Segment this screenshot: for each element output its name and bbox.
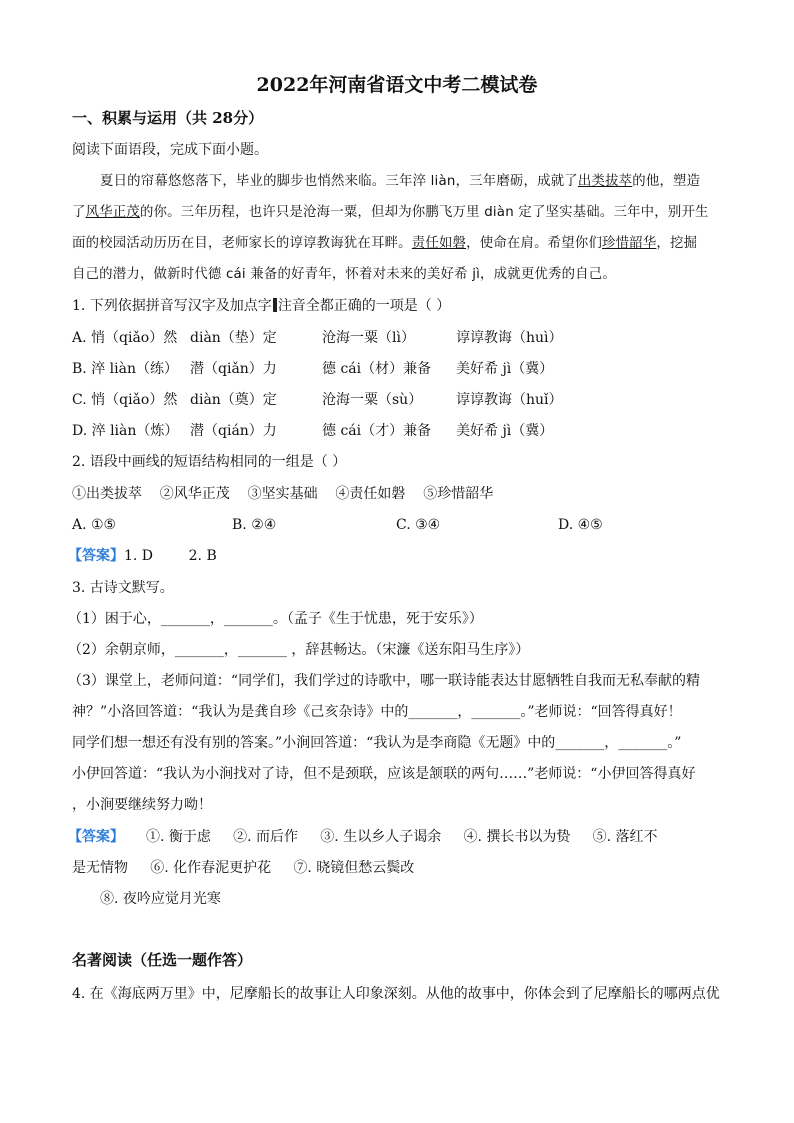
underlined-phrase-5: 珍惜韶华 — [602, 236, 657, 251]
passage-line-3: 面的校园活动历历在目，老师家长的谆谆教诲犹在耳畔。责任如磐，使命在肩。希望你们珍惜韶华，挖掘 — [72, 236, 698, 251]
instruction-text: 阅读下面语段，完成下面小题。 — [72, 142, 268, 158]
answer-3-line-2: 是无情物 ⑥. 化作春泥更护花 ⑦. 晓镜但愁云鬓改 — [72, 860, 415, 876]
question-3-sub-3-line-5: ，小涧要继续努力呦！ — [72, 797, 212, 813]
question-1-option-d: D. 淬 liàn（炼） 潜（qián）力 德 cái（才）兼备 美好希 jì（冀） — [72, 423, 554, 439]
question-1-stem: 1. 下列依据拼音写汉字及加点字 注音全都正确的一项是（ ） — [72, 298, 451, 314]
section-heading-1: 一、积累与运用（共 28分） — [72, 109, 264, 127]
question-1-option-a: A. 悄（qiǎo）然 diàn（垫）定 沧海一粟（lì） 谆谆教诲（huì） — [72, 330, 563, 346]
answer-3-line-1: 【答案】 ①. 衡于虑 ②. 而后作 ③. 生以乡人子谒余 ④. 撰长书以为贽 ⑤. 落红不 — [68, 829, 658, 845]
question-3-sub-1: （1）困于心，_______，_______。（孟子《生于忧患，死于安乐》） — [68, 611, 483, 627]
question-3-sub-3-line-1: （3）课堂上，老师问道：“同学们，我们学过的诗歌中，哪一联诗能表达甘愿牺牲自我而无私奉献的精 — [68, 673, 701, 689]
underlined-phrase-2: 风华正茂 — [85, 205, 140, 220]
question-3-sub-3-line-4: 小伊回答道：“我认为小涧找对了诗，但不是颈联，应该是颔联的两句……”老师说：“小伊回答得真好 — [72, 766, 696, 782]
answer-label: 【答案】 — [68, 829, 124, 845]
question-2-stem: 2. 语段中画线的短语结构相同的一组是（ ） — [72, 454, 347, 470]
section-heading-2: 名著阅读（任选一题作答） — [72, 951, 253, 969]
underlined-phrase-1: 出类拔萃 — [577, 174, 633, 189]
question-1-option-b: B. 淬 liàn（练） 潜（qiǎn）力 德 cái（材）兼备 美好希 jì（冀） — [72, 361, 554, 377]
question-4-line-1: 4. 在《海底两万里》中，尼摩船长的故事让人印象深刻。从他的故事中，你体会到了尼摩船长的哪两点优 — [72, 986, 720, 1002]
answer-1-2: 【答案】1. D 2. B — [68, 548, 217, 564]
answer-label: 【答案】 — [68, 548, 124, 564]
question-1-option-c: C. 悄（qiǎo）然 diàn（奠）定 沧海一粟（sù） 谆谆教诲（huǐ） — [72, 392, 563, 408]
underlined-phrase-4: 责任如磐 — [411, 236, 467, 251]
question-3-sub-2: （2）余朝京师，_______，_______ ，辞甚畅达。（宋濂《送东阳马生序》） — [68, 642, 530, 658]
page-title: 2022年河南省语文中考二模试卷 — [256, 74, 538, 96]
passage-line-2: 了风华正茂的你。三年历程，也许只是沧海一粟，但却为你鹏飞万里 diàn 定了坚实基础。三年中，别开生 — [72, 205, 709, 220]
question-3-stem: 3. 古诗文默写。 — [72, 580, 174, 596]
text-cursor-icon — [273, 298, 277, 312]
question-2-options: A. ①⑤ B. ②④ C. ③④ D. ④⑤ — [72, 517, 603, 533]
question-3-sub-3-line-3: 同学们想一想还有没有别的答案。”小涧回答道：“我认为是李商隐《无题》中的_______，_______。” — [72, 735, 682, 751]
passage-line-4: 自己的潜力，做新时代德 cái 兼备的好青年，怀着对未来的美好希 jì，成就更优秀的自己。 — [72, 267, 616, 282]
answer-3-line-3: ⑧. 夜吟应觉月光寒 — [100, 891, 221, 907]
question-3-sub-3-line-2: 神？”小洛回答道：“我认为是龚自珍《己亥杂诗》中的_______，_______。”老师说：“回答得真好！ — [72, 704, 682, 720]
passage-line-1: 夏日的帘幕悠悠落下，毕业的脚步也悄然来临。三年淬 liàn，三年磨砺，成就了出类拔萃的他，塑造 — [100, 174, 701, 189]
question-2-items: ①出类拔萃 ②风华正茂 ③坚实基础 ④责任如磐 ⑤珍惜韶华 — [72, 486, 494, 502]
